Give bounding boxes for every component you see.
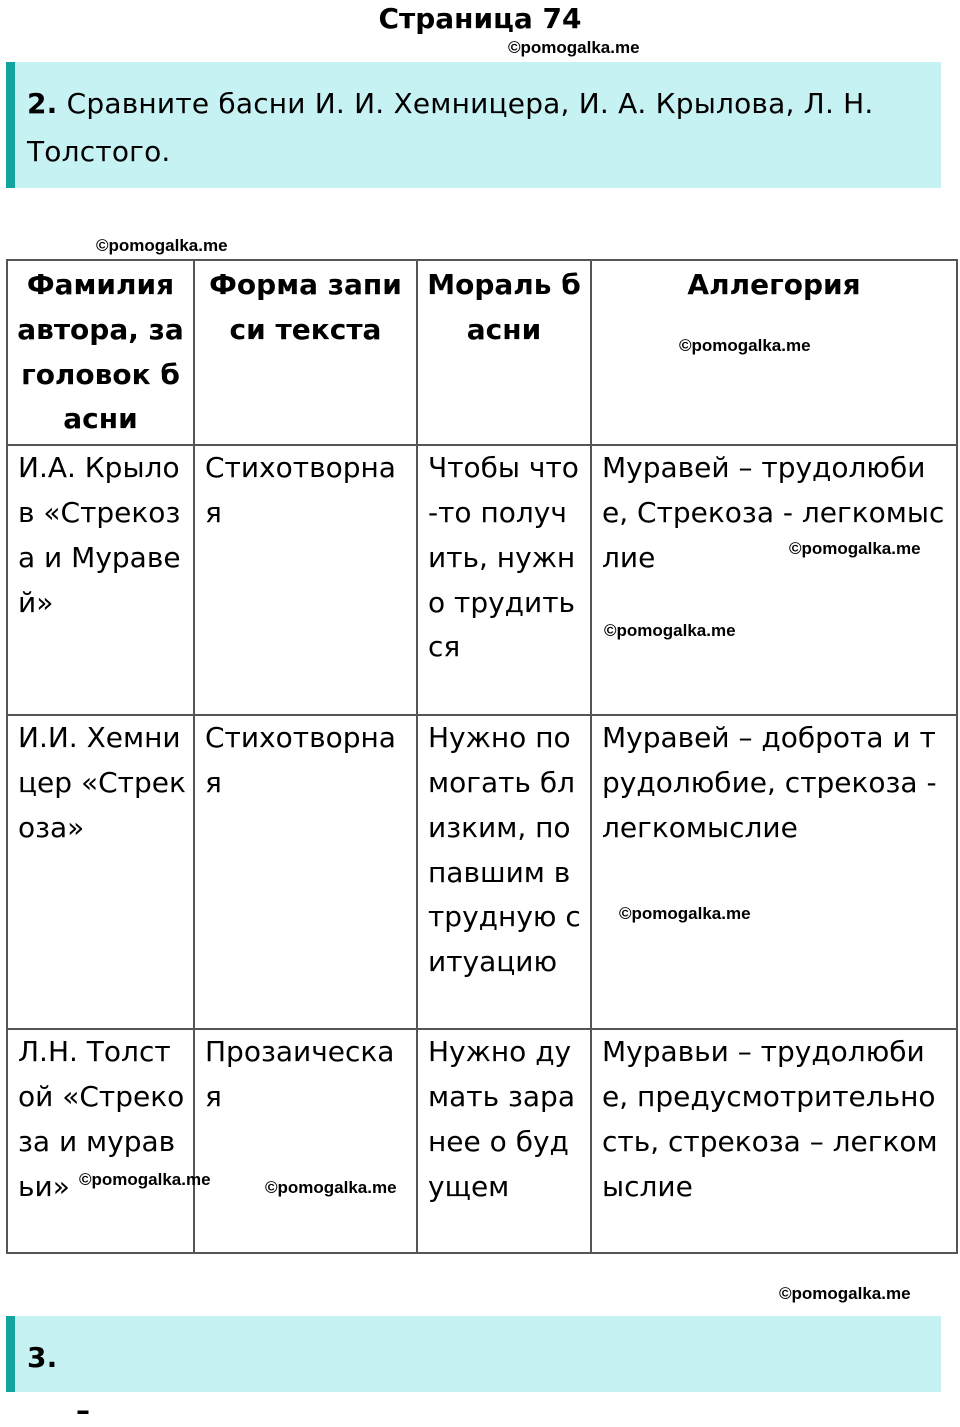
cell-author: И.И. Хемницер «Стрекоза» xyxy=(7,715,194,1029)
header-form: Форма записи текста xyxy=(194,260,417,445)
fable-comparison-table xyxy=(6,259,958,1254)
watermark: ©pomogalka.me xyxy=(96,236,228,255)
cell-moral: Нужно помогать близким, попавшим в трудную ситуацию xyxy=(417,715,591,1029)
cell-form: Прозаическая xyxy=(194,1029,417,1253)
watermark: ©pomogalka.me xyxy=(508,38,640,57)
cell-moral: Нужно думать заранее о будущем xyxy=(417,1029,591,1253)
task-2-question: Сравните басни И. И. Хемницера, И. А. Крылова, Л. Н. Толстого. xyxy=(27,87,874,168)
watermark: ©pomogalka.me xyxy=(789,539,921,558)
watermark: ©pomogalka.me xyxy=(679,336,811,355)
table-row xyxy=(7,715,957,1029)
table-row xyxy=(7,1029,957,1253)
watermark: ©pomogalka.me xyxy=(619,904,751,923)
table-row xyxy=(7,445,957,715)
watermark: ©pomogalka.me xyxy=(265,1178,397,1197)
cell-moral: Чтобы что-то получить, нужно трудиться xyxy=(417,445,591,715)
cell-form: Стихотворная xyxy=(194,715,417,1029)
cell-form: Стихотворная xyxy=(194,445,417,715)
task-3-text xyxy=(27,1334,927,1382)
header-allegory: Аллегория xyxy=(591,260,957,445)
cell-author: Л.Н. Толстой «Стрекоза и муравьи» xyxy=(7,1029,194,1253)
task-2-text xyxy=(27,80,927,176)
cell-author: И.А. Крылов «Стрекоза и Муравей» xyxy=(7,445,194,715)
cell-allegory: Муравей – доброта и трудолюбие, стрекоза - легкомыслие xyxy=(591,715,957,1029)
watermark: ©pomogalka.me xyxy=(779,1284,911,1303)
header-moral: Мораль басни xyxy=(417,260,591,445)
task-2-number: 2. xyxy=(27,87,58,120)
page-title: Страница 74 xyxy=(378,2,582,35)
watermark: ©pomogalka.me xyxy=(604,621,736,640)
cell-allegory: Муравьи – трудолюбие, предусмотрительность, стрекоза – легкомыслие xyxy=(591,1029,957,1253)
task-2-box xyxy=(6,62,941,188)
table-header-row xyxy=(7,260,957,445)
header-author: Фамилия автора, заголовок басни xyxy=(7,260,194,445)
task-3-box xyxy=(6,1316,941,1392)
watermark: ©pomogalka.me xyxy=(79,1170,211,1189)
bottom-dash: – xyxy=(76,1394,90,1427)
task-3-number: 3. xyxy=(27,1341,58,1374)
cell-allegory: Муравей – трудолюбие, Стрекоза - легкомыслие xyxy=(591,445,957,715)
